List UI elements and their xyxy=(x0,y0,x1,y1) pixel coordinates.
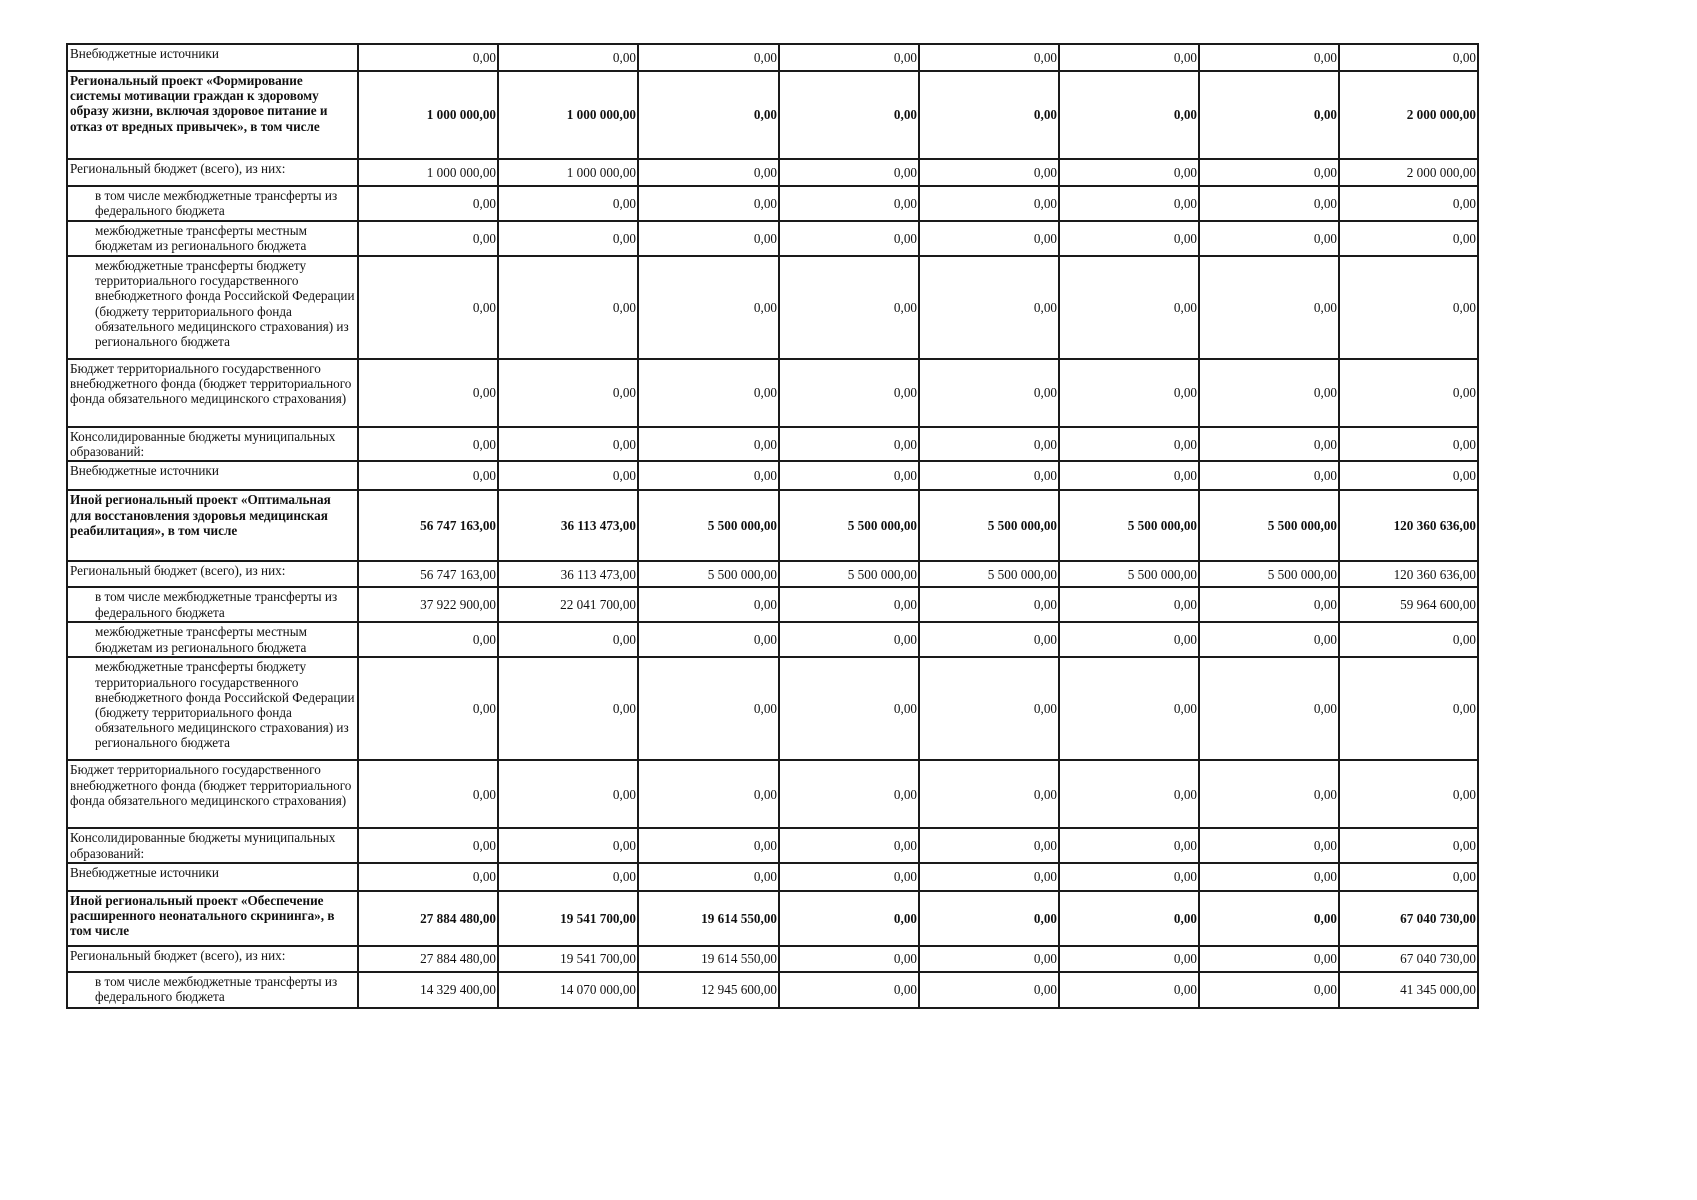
total-cell: 120 360 636,00 xyxy=(1339,490,1478,561)
amount-cell: 0,00 xyxy=(919,256,1059,359)
total-cell: 0,00 xyxy=(1339,44,1478,71)
table-row xyxy=(67,587,1478,622)
amount-cell: 0,00 xyxy=(919,587,1059,622)
amount-cell: 0,00 xyxy=(779,427,919,461)
amount-cell: 0,00 xyxy=(498,256,638,359)
amount-cell: 0,00 xyxy=(1059,622,1199,657)
amount-cell: 0,00 xyxy=(498,760,638,828)
amount-cell: 0,00 xyxy=(1199,760,1339,828)
amount-cell: 0,00 xyxy=(358,44,498,71)
amount-cell: 0,00 xyxy=(498,461,638,490)
amount-cell: 0,00 xyxy=(498,828,638,862)
amount-cell: 0,00 xyxy=(638,221,779,256)
amount-cell: 0,00 xyxy=(498,622,638,657)
amount-cell: 0,00 xyxy=(358,186,498,221)
total-cell: 59 964 600,00 xyxy=(1339,587,1478,622)
amount-cell: 0,00 xyxy=(919,760,1059,828)
amount-cell: 0,00 xyxy=(1059,359,1199,427)
amount-cell: 0,00 xyxy=(498,863,638,891)
amount-cell: 0,00 xyxy=(919,359,1059,427)
row-label: Региональный бюджет (всего), из них: xyxy=(67,946,358,972)
amount-cell: 0,00 xyxy=(498,427,638,461)
amount-cell: 0,00 xyxy=(1059,44,1199,71)
amount-cell: 0,00 xyxy=(779,359,919,427)
row-label: Консолидированные бюджеты муниципальных образований: xyxy=(67,427,358,461)
total-cell: 2 000 000,00 xyxy=(1339,71,1478,159)
amount-cell: 1 000 000,00 xyxy=(498,159,638,186)
row-label: Региональный бюджет (всего), из них: xyxy=(67,159,358,186)
table-row xyxy=(67,622,1478,657)
amount-cell: 0,00 xyxy=(358,427,498,461)
amount-cell: 0,00 xyxy=(1199,828,1339,862)
amount-cell: 5 500 000,00 xyxy=(1199,561,1339,587)
table-row xyxy=(67,461,1478,490)
amount-cell: 0,00 xyxy=(779,760,919,828)
amount-cell: 14 070 000,00 xyxy=(498,972,638,1008)
row-label: Консолидированные бюджеты муниципальных образований: xyxy=(67,828,358,862)
amount-cell: 0,00 xyxy=(1199,972,1339,1008)
amount-cell: 0,00 xyxy=(1059,256,1199,359)
amount-cell: 0,00 xyxy=(638,622,779,657)
total-cell: 120 360 636,00 xyxy=(1339,561,1478,587)
amount-cell: 12 945 600,00 xyxy=(638,972,779,1008)
row-label: межбюджетные трансферты местным бюджетам из регионального бюджета xyxy=(67,221,358,256)
amount-cell: 0,00 xyxy=(638,828,779,862)
amount-cell: 5 500 000,00 xyxy=(919,561,1059,587)
table-row xyxy=(67,221,1478,256)
table-row xyxy=(67,159,1478,186)
amount-cell: 0,00 xyxy=(919,863,1059,891)
amount-cell: 0,00 xyxy=(919,159,1059,186)
total-cell: 0,00 xyxy=(1339,359,1478,427)
amount-cell: 0,00 xyxy=(919,461,1059,490)
amount-cell: 0,00 xyxy=(779,221,919,256)
amount-cell: 5 500 000,00 xyxy=(638,561,779,587)
amount-cell: 0,00 xyxy=(638,427,779,461)
amount-cell: 0,00 xyxy=(638,359,779,427)
amount-cell: 0,00 xyxy=(919,427,1059,461)
row-label: Внебюджетные источники xyxy=(67,863,358,891)
amount-cell: 0,00 xyxy=(498,657,638,760)
amount-cell: 0,00 xyxy=(498,44,638,71)
table-body xyxy=(67,44,1478,1008)
amount-cell: 0,00 xyxy=(1199,186,1339,221)
amount-cell: 0,00 xyxy=(638,863,779,891)
amount-cell: 0,00 xyxy=(1199,946,1339,972)
amount-cell: 0,00 xyxy=(919,186,1059,221)
amount-cell: 0,00 xyxy=(779,972,919,1008)
amount-cell: 19 541 700,00 xyxy=(498,946,638,972)
amount-cell: 27 884 480,00 xyxy=(358,946,498,972)
amount-cell: 0,00 xyxy=(779,71,919,159)
amount-cell: 0,00 xyxy=(779,863,919,891)
table-row xyxy=(67,972,1478,1008)
amount-cell: 5 500 000,00 xyxy=(779,561,919,587)
amount-cell: 0,00 xyxy=(638,587,779,622)
amount-cell: 1 000 000,00 xyxy=(358,159,498,186)
total-cell: 2 000 000,00 xyxy=(1339,159,1478,186)
amount-cell: 0,00 xyxy=(779,159,919,186)
amount-cell: 0,00 xyxy=(638,159,779,186)
amount-cell: 0,00 xyxy=(358,256,498,359)
amount-cell: 0,00 xyxy=(358,828,498,862)
row-label: Бюджет территориального государственного внебюджетного фонда (бюджет территориального фонда обязательного медицинского страхования) xyxy=(67,760,358,828)
amount-cell: 0,00 xyxy=(1059,427,1199,461)
amount-cell: 0,00 xyxy=(1059,828,1199,862)
total-cell: 0,00 xyxy=(1339,760,1478,828)
amount-cell: 0,00 xyxy=(1199,863,1339,891)
amount-cell: 14 329 400,00 xyxy=(358,972,498,1008)
amount-cell: 5 500 000,00 xyxy=(779,490,919,561)
row-label: Внебюджетные источники xyxy=(67,44,358,71)
amount-cell: 19 614 550,00 xyxy=(638,891,779,946)
amount-cell: 0,00 xyxy=(638,760,779,828)
table-row xyxy=(67,359,1478,427)
row-label: межбюджетные трансферты бюджету территориального государственного внебюджетного фонда Российской Федерации (бюджету территориального фонда обязательного медицинского страхования) из регионального бюджета xyxy=(67,657,358,760)
total-cell: 41 345 000,00 xyxy=(1339,972,1478,1008)
amount-cell: 0,00 xyxy=(779,657,919,760)
total-cell: 0,00 xyxy=(1339,622,1478,657)
amount-cell: 0,00 xyxy=(638,44,779,71)
amount-cell: 0,00 xyxy=(1059,461,1199,490)
amount-cell: 0,00 xyxy=(358,760,498,828)
amount-cell: 0,00 xyxy=(498,186,638,221)
total-cell: 0,00 xyxy=(1339,256,1478,359)
table-row xyxy=(67,44,1478,71)
amount-cell: 27 884 480,00 xyxy=(358,891,498,946)
total-cell: 67 040 730,00 xyxy=(1339,891,1478,946)
amount-cell: 0,00 xyxy=(779,891,919,946)
amount-cell: 0,00 xyxy=(1199,587,1339,622)
amount-cell: 0,00 xyxy=(919,946,1059,972)
total-cell: 0,00 xyxy=(1339,221,1478,256)
amount-cell: 5 500 000,00 xyxy=(1059,490,1199,561)
amount-cell: 0,00 xyxy=(638,186,779,221)
amount-cell: 0,00 xyxy=(919,71,1059,159)
amount-cell: 36 113 473,00 xyxy=(498,561,638,587)
table-row xyxy=(67,828,1478,862)
amount-cell: 0,00 xyxy=(1199,427,1339,461)
budget-table xyxy=(66,43,1479,1009)
amount-cell: 0,00 xyxy=(919,44,1059,71)
amount-cell: 0,00 xyxy=(1059,946,1199,972)
amount-cell: 0,00 xyxy=(1199,44,1339,71)
amount-cell: 0,00 xyxy=(1059,186,1199,221)
row-label: Иной региональный проект «Обеспечение расширенного неонатального скрининга», в том числе xyxy=(67,891,358,946)
amount-cell: 0,00 xyxy=(919,972,1059,1008)
amount-cell: 0,00 xyxy=(1199,461,1339,490)
amount-cell: 36 113 473,00 xyxy=(498,490,638,561)
total-cell: 0,00 xyxy=(1339,186,1478,221)
amount-cell: 0,00 xyxy=(1199,71,1339,159)
section-header-row xyxy=(67,891,1478,946)
amount-cell: 0,00 xyxy=(1199,159,1339,186)
total-cell: 67 040 730,00 xyxy=(1339,946,1478,972)
amount-cell: 0,00 xyxy=(919,828,1059,862)
amount-cell: 0,00 xyxy=(358,622,498,657)
row-label: Внебюджетные источники xyxy=(67,461,358,490)
amount-cell: 0,00 xyxy=(1059,760,1199,828)
row-label: Региональный проект «Формирование системы мотивации граждан к здоровому образу жизни, включая здоровое питание и отказ от вредных привычек», в том числе xyxy=(67,71,358,159)
amount-cell: 0,00 xyxy=(358,359,498,427)
table-row xyxy=(67,256,1478,359)
amount-cell: 0,00 xyxy=(919,657,1059,760)
amount-cell: 0,00 xyxy=(1199,256,1339,359)
table-row xyxy=(67,427,1478,461)
amount-cell: 56 747 163,00 xyxy=(358,561,498,587)
amount-cell: 0,00 xyxy=(1199,359,1339,427)
amount-cell: 0,00 xyxy=(779,186,919,221)
amount-cell: 0,00 xyxy=(1199,891,1339,946)
amount-cell: 37 922 900,00 xyxy=(358,587,498,622)
table-row xyxy=(67,946,1478,972)
amount-cell: 0,00 xyxy=(1059,221,1199,256)
section-header-row xyxy=(67,490,1478,561)
amount-cell: 0,00 xyxy=(919,221,1059,256)
amount-cell: 0,00 xyxy=(638,657,779,760)
row-label: Бюджет территориального государственного внебюджетного фонда (бюджет территориального фонда обязательного медицинского страхования) xyxy=(67,359,358,427)
amount-cell: 0,00 xyxy=(638,71,779,159)
amount-cell: 0,00 xyxy=(919,891,1059,946)
amount-cell: 0,00 xyxy=(358,461,498,490)
amount-cell: 0,00 xyxy=(779,461,919,490)
table-row xyxy=(67,657,1478,760)
section-header-row xyxy=(67,71,1478,159)
amount-cell: 0,00 xyxy=(358,863,498,891)
amount-cell: 19 614 550,00 xyxy=(638,946,779,972)
total-cell: 0,00 xyxy=(1339,427,1478,461)
amount-cell: 22 041 700,00 xyxy=(498,587,638,622)
amount-cell: 0,00 xyxy=(1059,891,1199,946)
amount-cell: 0,00 xyxy=(638,256,779,359)
amount-cell: 0,00 xyxy=(779,587,919,622)
table-row xyxy=(67,561,1478,587)
table-row xyxy=(67,760,1478,828)
amount-cell: 0,00 xyxy=(358,221,498,256)
amount-cell: 0,00 xyxy=(779,946,919,972)
row-label: межбюджетные трансферты местным бюджетам из регионального бюджета xyxy=(67,622,358,657)
amount-cell: 0,00 xyxy=(498,359,638,427)
row-label: в том числе межбюджетные трансферты из федерального бюджета xyxy=(67,587,358,622)
total-cell: 0,00 xyxy=(1339,461,1478,490)
amount-cell: 0,00 xyxy=(919,622,1059,657)
amount-cell: 0,00 xyxy=(779,622,919,657)
amount-cell: 0,00 xyxy=(358,657,498,760)
row-label: межбюджетные трансферты бюджету территориального государственного внебюджетного фонда Российской Федерации (бюджету территориального фонда обязательного медицинского страхования) из регионального бюджета xyxy=(67,256,358,359)
amount-cell: 0,00 xyxy=(1059,587,1199,622)
amount-cell: 0,00 xyxy=(1059,863,1199,891)
amount-cell: 1 000 000,00 xyxy=(498,71,638,159)
amount-cell: 0,00 xyxy=(1199,657,1339,760)
amount-cell: 0,00 xyxy=(1059,159,1199,186)
table-row xyxy=(67,186,1478,221)
total-cell: 0,00 xyxy=(1339,657,1478,760)
amount-cell: 0,00 xyxy=(779,256,919,359)
amount-cell: 19 541 700,00 xyxy=(498,891,638,946)
row-label: в том числе межбюджетные трансферты из федерального бюджета xyxy=(67,186,358,221)
table-row xyxy=(67,863,1478,891)
total-cell: 0,00 xyxy=(1339,828,1478,862)
amount-cell: 56 747 163,00 xyxy=(358,490,498,561)
row-label: в том числе межбюджетные трансферты из федерального бюджета xyxy=(67,972,358,1008)
amount-cell: 0,00 xyxy=(779,828,919,862)
total-cell: 0,00 xyxy=(1339,863,1478,891)
amount-cell: 1 000 000,00 xyxy=(358,71,498,159)
amount-cell: 0,00 xyxy=(779,44,919,71)
amount-cell: 0,00 xyxy=(498,221,638,256)
amount-cell: 5 500 000,00 xyxy=(1199,490,1339,561)
amount-cell: 0,00 xyxy=(1059,71,1199,159)
amount-cell: 0,00 xyxy=(1199,622,1339,657)
amount-cell: 0,00 xyxy=(1059,972,1199,1008)
amount-cell: 5 500 000,00 xyxy=(919,490,1059,561)
amount-cell: 5 500 000,00 xyxy=(1059,561,1199,587)
amount-cell: 5 500 000,00 xyxy=(638,490,779,561)
row-label: Региональный бюджет (всего), из них: xyxy=(67,561,358,587)
amount-cell: 0,00 xyxy=(638,461,779,490)
amount-cell: 0,00 xyxy=(1059,657,1199,760)
amount-cell: 0,00 xyxy=(1199,221,1339,256)
row-label: Иной региональный проект «Оптимальная для восстановления здоровья медицинская реабилитация», в том числе xyxy=(67,490,358,561)
